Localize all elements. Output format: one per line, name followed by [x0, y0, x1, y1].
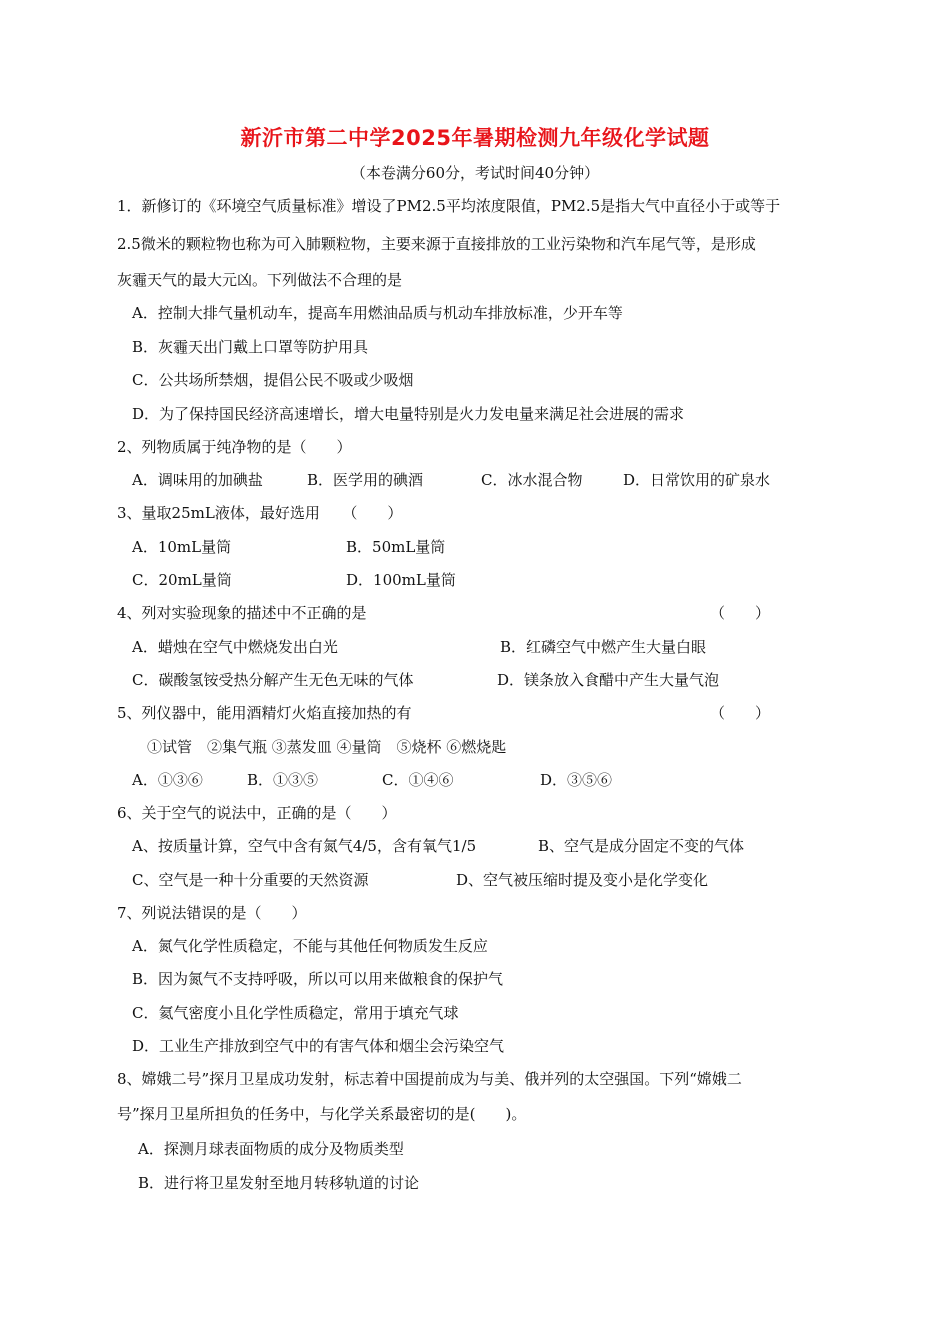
q4-stem: 4、列对实验现象的描述中不正确的是 [117, 604, 367, 622]
q1-option-d: D．为了保持国民经济高速增长，增大电量特别是火力发电量来满足社会进展的需求 [132, 405, 685, 423]
q3-option-a: A．10mL量筒 [132, 538, 232, 556]
q3-option-b: B．50mL量筒 [346, 538, 446, 556]
q7-option-c: C．氦气密度小且化学性质稳定，常用于填充气球 [132, 1004, 459, 1022]
q6-stem: 6、关于空气的说法中，正确的是（ ） [117, 804, 397, 822]
q5-option-d: D．③⑤⑥ [540, 771, 613, 789]
q3-option-c: C．20mL量筒 [132, 571, 232, 589]
q8-option-a: A．探测月球表面物质的成分及物质类型 [138, 1140, 404, 1158]
q7-option-b: B．因为氮气不支持呼吸，所以可以用来做粮食的保护气 [132, 970, 504, 988]
q3-option-d: D．100mL量筒 [346, 571, 456, 589]
q1-stem-line1: 1．新修订的《环境空气质量标准》增设了PM2.5平均浓度限值，PM2.5是指大气中直径小于或等于 [117, 197, 781, 215]
q7-option-a: A．氮气化学性质稳定，不能与其他任何物质发生反应 [132, 937, 488, 955]
q5-stem: 5、列仪器中，能用酒精灯火焰直接加热的有 [117, 704, 412, 722]
q2-option-a: A．调味用的加碘盐 [132, 471, 263, 489]
q4-option-a: A．蜡烛在空气中燃烧发出白光 [132, 638, 338, 656]
q5-answer-blank: （ ） [710, 704, 771, 722]
q7-option-d: D．工业生产排放到空气中的有害气体和烟尘会污染空气 [132, 1037, 505, 1055]
q4-answer-blank: （ ） [710, 604, 771, 622]
q6-option-a: A、按质量计算，空气中含有氮气4/5，含有氧气1/5 [132, 837, 477, 855]
q2-option-d: D．日常饮用的矿泉水 [623, 471, 771, 489]
q5-option-b: B．①③⑤ [247, 771, 319, 789]
q8-stem-line2: 号”探月卫星所担负的任务中，与化学关系最密切的是( )。 [117, 1105, 527, 1123]
q2-option-c: C．冰水混合物 [481, 471, 583, 489]
q1-option-a: A．控制大排气量机动车，提高车用燃油品质与机动车排放标准，少开车等 [132, 304, 623, 322]
q5-option-a: A．①③⑥ [132, 771, 203, 789]
q6-option-c: C、空气是一种十分重要的天然资源 [132, 871, 369, 889]
q5-option-c: C．①④⑥ [382, 771, 454, 789]
q4-option-c: C．碳酸氢铵受热分解产生无色无味的气体 [132, 671, 414, 689]
exam-info: （本卷满分60分，考试时间40分钟） [350, 164, 600, 182]
q6-option-d: D、空气被压缩时提及变小是化学变化 [456, 871, 709, 889]
q1-stem-line3: 灰霾天气的最大元凶。下列做法不合理的是 [117, 271, 403, 289]
q6-option-b: B、空气是成分固定不变的气体 [538, 837, 745, 855]
q2-option-b: B．医学用的碘酒 [307, 471, 424, 489]
q7-stem: 7、列说法错误的是（ ） [117, 904, 307, 922]
q5-items: ①试管 ②集气瓶 ③蒸发皿 ④量筒 ⑤烧杯 ⑥燃烧匙 [147, 738, 507, 756]
q3-stem: 3、量取25mL液体，最好选用 （ ） [117, 504, 403, 522]
q2-stem: 2、列物质属于纯净物的是（ ） [117, 438, 352, 456]
q8-option-b: B．进行将卫星发射至地月转移轨道的讨论 [138, 1174, 420, 1192]
page-title: 新沂市第二中学2025年暑期检测九年级化学试题 [240, 126, 710, 150]
q1-option-c: C．公共场所禁烟，提倡公民不吸或少吸烟 [132, 371, 414, 389]
q1-stem-line2: 2.5微米的颗粒物也称为可入肺颗粒物，主要来源于直接排放的工业污染物和汽车尾气等，是形成 [117, 235, 756, 253]
q1-option-b: B．灰霾天出门戴上口罩等防护用具 [132, 338, 369, 356]
q8-stem-line1: 8、嫦娥二号”探月卫星成功发射，标志着中国提前成为与美、俄并列的太空强国。下列“嫦娥二 [117, 1070, 742, 1088]
q4-option-d: D．镁条放入食醋中产生大量气泡 [497, 671, 720, 689]
q4-option-b: B．红磷空气中燃产生大量白眼 [500, 638, 707, 656]
